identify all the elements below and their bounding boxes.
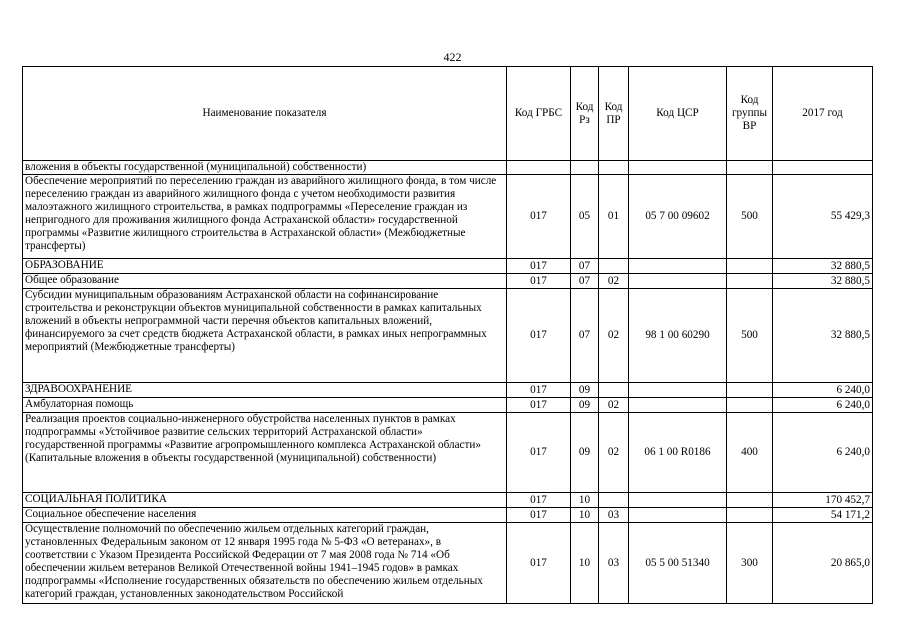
row-grbs: 017 — [507, 274, 571, 289]
row-pr: 02 — [599, 274, 629, 289]
header-grbs: Код ГРБС — [507, 67, 571, 161]
row-vr — [727, 508, 773, 523]
header-rz: Код Рз — [571, 67, 599, 161]
row-grbs: 017 — [507, 259, 571, 274]
row-vr: 500 — [727, 289, 773, 383]
header-year: 2017 год — [773, 67, 873, 161]
row-name: Общее образование — [23, 274, 507, 289]
row-rz: 07 — [571, 274, 599, 289]
row-vr — [727, 161, 773, 175]
row-pr: 02 — [599, 289, 629, 383]
row-rz: 09 — [571, 398, 599, 413]
row-grbs: 017 — [507, 523, 571, 604]
row-grbs: 017 — [507, 493, 571, 508]
row-vr — [727, 493, 773, 508]
row-rz: 10 — [571, 508, 599, 523]
row-value: 55 429,3 — [773, 175, 873, 259]
row-value: 170 452,7 — [773, 493, 873, 508]
row-name: Осуществление полномочий по обеспечению жильем отдельных категорий граждан, установленных Федеральным законом от 12 января 1995 года № 5-ФЗ «О ветеранах», в соответствии с Указом Президента Российской Федерации от 7 мая 2008 года № 714 «Об обеспечении жильем ветеранов Великой Отечественной войны 1941–1945 годов» в рамках подпрограммы «Исполнение государственных обязательств по обеспечению жильем отдельных категорий граждан, установленных законодательством Российской — [23, 523, 507, 604]
budget-table — [22, 66, 873, 604]
row-name: Реализация проектов социально-инженерного обустройства населенных пунктов в рамках подпрограммы «Устойчивое развитие сельских территорий Астраханской области» государственной программы «Развитие агропромышленного комплекса Астраханской области» (Капитальные вложения в объекты государственной (муниципальной) собственности) — [23, 413, 507, 493]
row-grbs: 017 — [507, 383, 571, 398]
row-value: 6 240,0 — [773, 383, 873, 398]
table-row — [23, 413, 873, 493]
row-name: Обеспечение мероприятий по переселению граждан из аварийного жилищного фонда, в том числе переселению граждан из аварийного жилищного фонда с учетом необходимости развития малоэтажного жилищного строительства, в рамках подпрограммы «Переселение граждан из непригодного для проживания жилищного фонда Астраханской области» государственной программы «Развитие жилищного строительства в Астраханской области» (Межбюджетные трансферты) — [23, 175, 507, 259]
table-row — [23, 289, 873, 383]
row-grbs: 017 — [507, 398, 571, 413]
row-pr: 02 — [599, 398, 629, 413]
row-rz — [571, 161, 599, 175]
table-row — [23, 493, 873, 508]
table-row — [23, 523, 873, 604]
table-row — [23, 274, 873, 289]
row-grbs: 017 — [507, 413, 571, 493]
row-csr: 05 7 00 09602 — [629, 175, 727, 259]
row-grbs — [507, 161, 571, 175]
row-csr — [629, 398, 727, 413]
row-csr — [629, 383, 727, 398]
table-row — [23, 383, 873, 398]
row-value — [773, 161, 873, 175]
row-vr — [727, 383, 773, 398]
row-value: 6 240,0 — [773, 413, 873, 493]
row-value: 32 880,5 — [773, 259, 873, 274]
row-value: 32 880,5 — [773, 274, 873, 289]
row-rz: 07 — [571, 259, 599, 274]
row-name: Социальное обеспечение населения — [23, 508, 507, 523]
row-value: 54 171,2 — [773, 508, 873, 523]
row-vr — [727, 274, 773, 289]
row-vr: 300 — [727, 523, 773, 604]
page-number: 422 — [443, 50, 462, 64]
row-rz: 09 — [571, 413, 599, 493]
row-pr: 02 — [599, 413, 629, 493]
header-name: Наименование показателя — [23, 67, 507, 161]
row-rz: 05 — [571, 175, 599, 259]
row-csr: 06 1 00 R0186 — [629, 413, 727, 493]
row-name: Субсидии муниципальным образованиям Астраханской области на софинансирование строительства и реконструкции объектов муниципальной собственности в рамках капитальных вложений в объекты непрограммной части перечня объектов капитальных вложений, финансируемого за счет средств бюджета Астраханской области, в рамках иных непрограммных мероприятий (Межбюджетные трансферты) — [23, 289, 507, 383]
row-rz: 09 — [571, 383, 599, 398]
row-value: 6 240,0 — [773, 398, 873, 413]
table-body — [23, 161, 873, 604]
row-grbs: 017 — [507, 508, 571, 523]
row-grbs: 017 — [507, 289, 571, 383]
row-name: вложения в объекты государственной (муниципальной) собственности) — [23, 161, 507, 175]
table-row — [23, 508, 873, 523]
row-csr — [629, 259, 727, 274]
row-pr — [599, 383, 629, 398]
table-header-row — [23, 67, 873, 161]
row-csr: 05 5 00 51340 — [629, 523, 727, 604]
row-name: Амбулаторная помощь — [23, 398, 507, 413]
row-csr — [629, 493, 727, 508]
row-vr — [727, 398, 773, 413]
row-pr — [599, 493, 629, 508]
table-row — [23, 175, 873, 259]
header-vr: Код группы ВР — [727, 67, 773, 161]
row-csr — [629, 161, 727, 175]
table-row — [23, 259, 873, 274]
row-csr: 98 1 00 60290 — [629, 289, 727, 383]
row-pr — [599, 259, 629, 274]
row-rz: 10 — [571, 493, 599, 508]
row-pr: 03 — [599, 523, 629, 604]
row-pr: 03 — [599, 508, 629, 523]
row-name: ЗДРАВООХРАНЕНИЕ — [23, 383, 507, 398]
row-vr: 400 — [727, 413, 773, 493]
row-rz: 10 — [571, 523, 599, 604]
header-pr: Код ПР — [599, 67, 629, 161]
row-value: 32 880,5 — [773, 289, 873, 383]
row-csr — [629, 274, 727, 289]
row-name: СОЦИАЛЬНАЯ ПОЛИТИКА — [23, 493, 507, 508]
row-name: ОБРАЗОВАНИЕ — [23, 259, 507, 274]
row-vr: 500 — [727, 175, 773, 259]
row-grbs: 017 — [507, 175, 571, 259]
table-row — [23, 398, 873, 413]
row-csr — [629, 508, 727, 523]
row-rz: 07 — [571, 289, 599, 383]
row-pr: 01 — [599, 175, 629, 259]
row-value: 20 865,0 — [773, 523, 873, 604]
row-vr — [727, 259, 773, 274]
row-pr — [599, 161, 629, 175]
header-csr: Код ЦСР — [629, 67, 727, 161]
table-row — [23, 161, 873, 175]
